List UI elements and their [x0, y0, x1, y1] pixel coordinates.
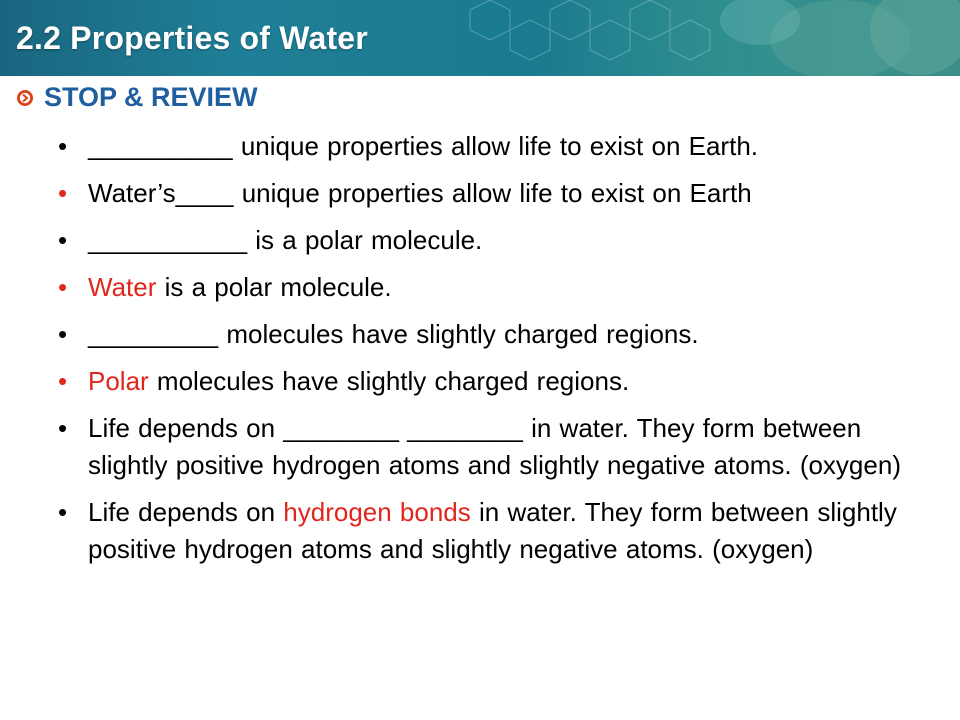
bullet-icon: •: [58, 131, 68, 161]
bullet-text: in water. They form between slightly positive hydrogen atoms and slightly negative atoms. (oxygen): [88, 497, 897, 564]
bullet-icon: •: [58, 366, 68, 396]
bullet-icon: •: [58, 272, 68, 302]
bullet-text: ___________ is a polar molecule.: [88, 225, 483, 255]
list-item: [58, 494, 918, 568]
list-item: [58, 222, 918, 259]
bullet-text: Life depends on ________ ________ in water. They form between slightly positive hydrogen atoms and slightly negative atoms. (oxygen): [88, 413, 901, 480]
highlight-text: hydrogen bonds: [283, 497, 471, 527]
list-item: [58, 363, 918, 400]
bullet-icon: •: [58, 497, 68, 527]
list-item: [58, 269, 918, 306]
list-item: [58, 175, 918, 212]
list-item: [58, 128, 918, 165]
list-item: [58, 316, 918, 353]
title-banner: [0, 0, 960, 76]
bullet-icon: •: [58, 178, 68, 208]
bullet-text: __________ unique properties allow life to exist on Earth.: [88, 131, 758, 161]
bullet-list: [58, 128, 918, 578]
list-item: [58, 410, 918, 484]
section-title: STOP & REVIEW: [44, 82, 258, 112]
highlight-text: Water: [88, 272, 157, 302]
circle-arrow-icon: [16, 89, 34, 107]
bullet-icon: •: [58, 413, 68, 443]
section-header: [16, 82, 258, 113]
bullet-icon: •: [58, 319, 68, 349]
bullet-text: _________ molecules have slightly charged regions.: [88, 319, 699, 349]
bullet-text: Water’s____ unique properties allow life to exist on Earth: [88, 178, 752, 208]
bullet-text: Life depends on: [88, 497, 284, 527]
bullet-text: molecules have slightly charged regions.: [148, 366, 630, 396]
bullet-icon: •: [58, 225, 68, 255]
bullet-text: is a polar molecule.: [156, 272, 392, 302]
highlight-text: Polar: [88, 366, 149, 396]
page-title: 2.2 Properties of Water: [16, 20, 368, 56]
